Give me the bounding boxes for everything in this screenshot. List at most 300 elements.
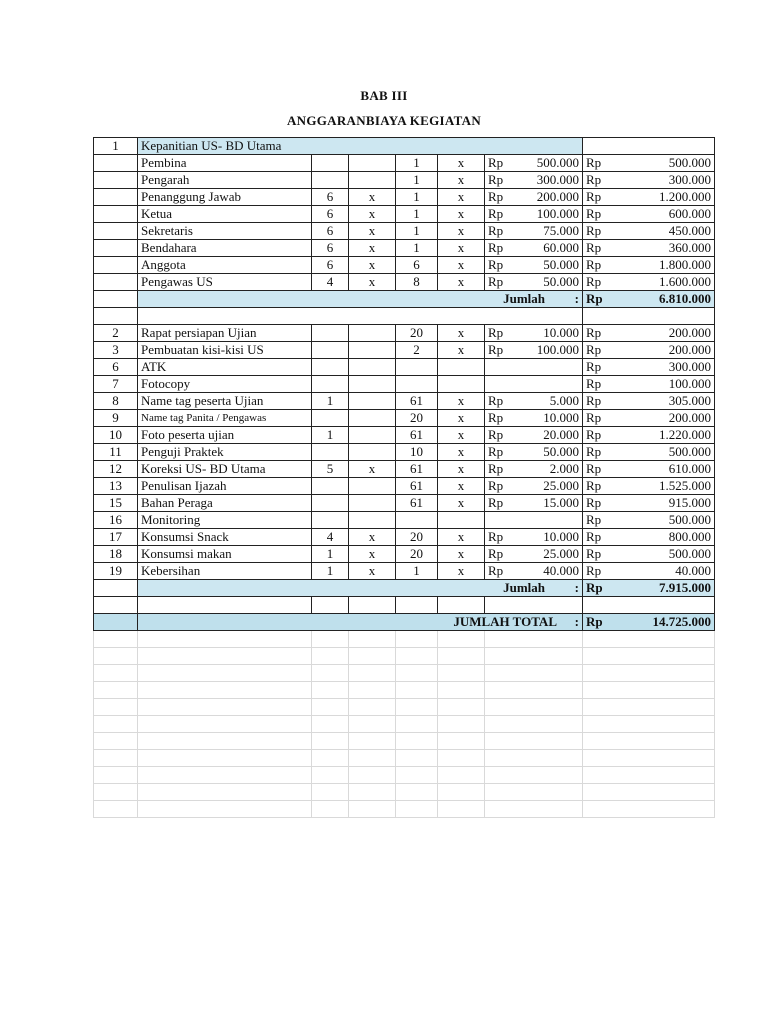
unit-price	[485, 257, 583, 274]
section-heading: Kepanitian US- BD Utama	[138, 138, 583, 155]
qty-a	[312, 495, 349, 512]
times-b: x	[438, 461, 485, 478]
line-total	[583, 206, 715, 223]
line-total	[583, 342, 715, 359]
subtotal-text: Jumlah	[503, 580, 545, 595]
page-subtitle: ANGGARANBIAYA KEGIATAN	[286, 113, 482, 128]
item-label: Konsumsi Snack	[138, 529, 312, 546]
currency-label: Rp	[586, 614, 603, 629]
times-b: x	[438, 478, 485, 495]
line-total	[583, 376, 715, 393]
line-total	[583, 546, 715, 563]
table-row	[94, 393, 715, 410]
line-total	[583, 257, 715, 274]
line-total	[583, 325, 715, 342]
unit-price	[485, 444, 583, 461]
line-total	[583, 359, 715, 376]
table-row	[94, 223, 715, 240]
table-row	[94, 342, 715, 359]
row-number: 8	[94, 393, 138, 410]
item-label: Konsumsi makan	[138, 546, 312, 563]
item-label: Penulisan Ijazah	[138, 478, 312, 495]
times-b	[438, 376, 485, 393]
unit-price-value: 10.000	[543, 410, 579, 425]
subtotal-row	[94, 291, 715, 308]
subtotal-label	[138, 580, 583, 597]
qty-a: 1	[312, 546, 349, 563]
row-number: 19	[94, 563, 138, 580]
table-row	[94, 172, 715, 189]
unit-price-value: 50.000	[543, 444, 579, 459]
qty-b: 2	[396, 342, 438, 359]
empty-grid-row	[94, 631, 715, 648]
item-label: Pembina	[138, 155, 312, 172]
line-total	[583, 393, 715, 410]
empty-grid-row	[94, 750, 715, 767]
table-row	[94, 512, 715, 529]
unit-price-value: 15.000	[543, 495, 579, 510]
qty-a	[312, 478, 349, 495]
item-label: Sekretaris	[138, 223, 312, 240]
line-total-value: 1.525.000	[659, 478, 711, 493]
qty-b: 20	[396, 410, 438, 427]
item-label: Fotocopy	[138, 376, 312, 393]
currency-label: Rp	[488, 478, 504, 493]
grand-total-colon: :	[574, 614, 579, 629]
item-label: Penguji Praktek	[138, 444, 312, 461]
grand-total-row	[94, 614, 715, 631]
currency-label: Rp	[586, 529, 602, 544]
table-row	[94, 376, 715, 393]
unit-price	[485, 563, 583, 580]
empty-row	[94, 308, 715, 325]
times-b: x	[438, 172, 485, 189]
unit-price-value: 50.000	[543, 274, 579, 289]
times-a	[349, 172, 396, 189]
times-b: x	[438, 444, 485, 461]
table-row	[94, 410, 715, 427]
currency-label: Rp	[488, 325, 504, 340]
empty-grid-row	[94, 767, 715, 784]
currency-label: Rp	[586, 512, 602, 527]
qty-b: 20	[396, 529, 438, 546]
line-total	[583, 274, 715, 291]
unit-price-value: 5.000	[549, 393, 579, 408]
unit-price-value: 200.000	[536, 189, 579, 204]
unit-price	[485, 359, 583, 376]
row-number: 6	[94, 359, 138, 376]
empty-grid-row	[94, 733, 715, 750]
currency-label: Rp	[586, 410, 602, 425]
times-a	[349, 478, 396, 495]
qty-b: 10	[396, 444, 438, 461]
qty-a	[312, 410, 349, 427]
qty-a	[312, 512, 349, 529]
line-total-value: 1.600.000	[659, 274, 711, 289]
qty-b: 61	[396, 393, 438, 410]
times-b: x	[438, 274, 485, 291]
item-label: Bahan Peraga	[138, 495, 312, 512]
unit-price	[485, 342, 583, 359]
qty-a: 6	[312, 223, 349, 240]
times-b: x	[438, 223, 485, 240]
item-label: Pembuatan kisi-kisi US	[138, 342, 312, 359]
line-total-value: 500.000	[668, 444, 711, 459]
unit-price	[485, 546, 583, 563]
times-b: x	[438, 410, 485, 427]
qty-a: 6	[312, 257, 349, 274]
qty-b	[396, 512, 438, 529]
times-b: x	[438, 206, 485, 223]
unit-price	[485, 223, 583, 240]
unit-price-value: 10.000	[543, 529, 579, 544]
currency-label: Rp	[586, 172, 602, 187]
subtotal-value	[583, 291, 715, 308]
table-row	[94, 189, 715, 206]
currency-label: Rp	[586, 580, 603, 595]
row-number: 18	[94, 546, 138, 563]
unit-price	[485, 172, 583, 189]
row-number: 17	[94, 529, 138, 546]
line-total	[583, 410, 715, 427]
unit-price-value: 25.000	[543, 546, 579, 561]
empty-grid-row	[94, 665, 715, 682]
currency-label: Rp	[586, 206, 602, 221]
unit-price-value: 75.000	[543, 223, 579, 238]
currency-label: Rp	[488, 155, 504, 170]
qty-b: 20	[396, 546, 438, 563]
line-total-value: 200.000	[668, 325, 711, 340]
line-total-value: 300.000	[668, 359, 711, 374]
subtotal-row	[94, 580, 715, 597]
unit-price	[485, 461, 583, 478]
qty-a: 6	[312, 240, 349, 257]
unit-price	[485, 274, 583, 291]
currency-label: Rp	[586, 478, 602, 493]
qty-a	[312, 325, 349, 342]
item-label: Name tag Panita / Pengawas	[138, 410, 312, 427]
subtotal-amount: 7.915.000	[659, 580, 711, 595]
qty-a: 6	[312, 206, 349, 223]
item-label: Kebersihan	[138, 563, 312, 580]
line-total-value: 40.000	[675, 563, 711, 578]
unit-price	[485, 189, 583, 206]
currency-label: Rp	[586, 223, 602, 238]
qty-a: 1	[312, 393, 349, 410]
budget-table-body	[94, 138, 715, 818]
item-label: Anggota	[138, 257, 312, 274]
line-total-value: 360.000	[668, 240, 711, 255]
line-total-value: 1.800.000	[659, 257, 711, 272]
empty-grid-row	[94, 648, 715, 665]
line-total-value: 500.000	[668, 546, 711, 561]
currency-label: Rp	[586, 257, 602, 272]
qty-b: 1	[396, 172, 438, 189]
qty-a: 4	[312, 529, 349, 546]
times-a: x	[349, 563, 396, 580]
unit-price	[485, 427, 583, 444]
qty-b: 1	[396, 206, 438, 223]
currency-label: Rp	[586, 189, 602, 204]
unit-price	[485, 376, 583, 393]
times-a: x	[349, 461, 396, 478]
line-total	[583, 240, 715, 257]
qty-b: 1	[396, 155, 438, 172]
qty-a: 1	[312, 427, 349, 444]
qty-b: 61	[396, 495, 438, 512]
empty-row	[94, 597, 715, 614]
row-number: 15	[94, 495, 138, 512]
line-total-value: 200.000	[668, 342, 711, 357]
currency-label: Rp	[488, 393, 504, 408]
table-row	[94, 240, 715, 257]
budget-table	[93, 137, 715, 818]
line-total-value: 500.000	[668, 155, 711, 170]
item-label: Name tag peserta Ujian	[138, 393, 312, 410]
table-row	[94, 546, 715, 563]
qty-b: 8	[396, 274, 438, 291]
currency-label: Rp	[586, 376, 602, 391]
table-row	[94, 359, 715, 376]
item-label: Koreksi US- BD Utama	[138, 461, 312, 478]
line-total	[583, 495, 715, 512]
currency-label: Rp	[586, 495, 602, 510]
unit-price	[485, 410, 583, 427]
row-number: 7	[94, 376, 138, 393]
empty-grid-row	[94, 699, 715, 716]
empty-grid-row	[94, 682, 715, 699]
qty-a	[312, 376, 349, 393]
times-a: x	[349, 546, 396, 563]
table-row	[94, 257, 715, 274]
table-row	[94, 325, 715, 342]
subtotal-colon: :	[574, 580, 579, 595]
subtotal-amount: 6.810.000	[659, 291, 711, 306]
subtotal-label	[138, 291, 583, 308]
qty-a: 6	[312, 189, 349, 206]
times-b: x	[438, 257, 485, 274]
qty-b: 1	[396, 240, 438, 257]
line-total	[583, 461, 715, 478]
currency-label: Rp	[488, 189, 504, 204]
currency-label: Rp	[586, 240, 602, 255]
currency-label: Rp	[586, 427, 602, 442]
qty-b	[396, 359, 438, 376]
item-label: Pengawas US	[138, 274, 312, 291]
page-title: BAB III	[360, 88, 408, 103]
unit-price-value: 20.000	[543, 427, 579, 442]
line-total-value: 450.000	[668, 223, 711, 238]
line-total-value: 915.000	[668, 495, 711, 510]
times-b	[438, 359, 485, 376]
times-a: x	[349, 529, 396, 546]
line-total-value: 600.000	[668, 206, 711, 221]
table-row	[94, 206, 715, 223]
times-b: x	[438, 495, 485, 512]
grand-total-value	[583, 614, 715, 631]
times-b: x	[438, 240, 485, 257]
currency-label: Rp	[586, 155, 602, 170]
qty-b: 1	[396, 223, 438, 240]
currency-label: Rp	[488, 410, 504, 425]
currency-label: Rp	[586, 342, 602, 357]
times-a: x	[349, 274, 396, 291]
empty-grid-row	[94, 716, 715, 733]
qty-b: 20	[396, 325, 438, 342]
times-a	[349, 444, 396, 461]
qty-b: 61	[396, 478, 438, 495]
line-total	[583, 478, 715, 495]
times-b: x	[438, 155, 485, 172]
table-row	[94, 427, 715, 444]
line-total	[583, 512, 715, 529]
unit-price-value: 2.000	[549, 461, 579, 476]
line-total-value: 200.000	[668, 410, 711, 425]
table-row	[94, 495, 715, 512]
times-b	[438, 512, 485, 529]
unit-price	[485, 478, 583, 495]
grand-total-label	[138, 614, 583, 631]
subtotal-text: Jumlah	[503, 291, 545, 306]
currency-label: Rp	[488, 461, 504, 476]
line-total	[583, 444, 715, 461]
unit-price	[485, 155, 583, 172]
unit-price	[485, 529, 583, 546]
table-row	[94, 563, 715, 580]
times-a: x	[349, 257, 396, 274]
item-label: Monitoring	[138, 512, 312, 529]
currency-label: Rp	[488, 342, 504, 357]
qty-a: 4	[312, 274, 349, 291]
line-total	[583, 189, 715, 206]
currency-label: Rp	[586, 274, 602, 289]
currency-label: Rp	[586, 291, 603, 306]
times-b: x	[438, 342, 485, 359]
qty-a: 5	[312, 461, 349, 478]
item-label: Penanggung Jawab	[138, 189, 312, 206]
table-row	[94, 274, 715, 291]
qty-b	[396, 376, 438, 393]
times-a	[349, 512, 396, 529]
qty-a	[312, 359, 349, 376]
grand-total-text: JUMLAH TOTAL	[453, 614, 557, 629]
currency-label: Rp	[488, 546, 504, 561]
item-label: Bendahara	[138, 240, 312, 257]
table-row	[94, 478, 715, 495]
line-total-value: 100.000	[668, 376, 711, 391]
row-number: 16	[94, 512, 138, 529]
unit-price	[485, 240, 583, 257]
unit-price	[485, 495, 583, 512]
currency-label: Rp	[488, 444, 504, 459]
subtotal-colon: :	[574, 291, 579, 306]
currency-label: Rp	[488, 563, 504, 578]
table-row	[94, 461, 715, 478]
times-a	[349, 376, 396, 393]
empty-grid-row	[94, 801, 715, 818]
times-a	[349, 155, 396, 172]
empty-grid-row	[94, 784, 715, 801]
currency-label: Rp	[488, 257, 504, 272]
times-a	[349, 325, 396, 342]
table-row	[94, 155, 715, 172]
times-a: x	[349, 206, 396, 223]
line-total-value: 800.000	[668, 529, 711, 544]
row-number: 12	[94, 461, 138, 478]
currency-label: Rp	[488, 172, 504, 187]
qty-b: 61	[396, 427, 438, 444]
currency-label: Rp	[488, 529, 504, 544]
row-number: 9	[94, 410, 138, 427]
qty-a	[312, 444, 349, 461]
times-a: x	[349, 223, 396, 240]
times-a	[349, 410, 396, 427]
row-number: 3	[94, 342, 138, 359]
unit-price-value: 50.000	[543, 257, 579, 272]
section-header-row	[94, 138, 715, 155]
currency-label: Rp	[586, 359, 602, 374]
line-total-value: 300.000	[668, 172, 711, 187]
unit-price-value: 25.000	[543, 478, 579, 493]
line-total	[583, 172, 715, 189]
times-a: x	[349, 189, 396, 206]
line-total	[583, 563, 715, 580]
unit-price	[485, 393, 583, 410]
table-row	[94, 529, 715, 546]
qty-a	[312, 155, 349, 172]
qty-b: 6	[396, 257, 438, 274]
currency-label: Rp	[586, 325, 602, 340]
times-b: x	[438, 546, 485, 563]
item-label: ATK	[138, 359, 312, 376]
times-a	[349, 427, 396, 444]
currency-label: Rp	[488, 427, 504, 442]
currency-label: Rp	[488, 240, 504, 255]
line-total-value: 610.000	[668, 461, 711, 476]
times-a	[349, 359, 396, 376]
unit-price-value: 40.000	[543, 563, 579, 578]
qty-a	[312, 172, 349, 189]
qty-b: 1	[396, 563, 438, 580]
line-total	[583, 223, 715, 240]
times-a	[349, 495, 396, 512]
times-a	[349, 393, 396, 410]
item-label: Foto peserta ujian	[138, 427, 312, 444]
currency-label: Rp	[488, 274, 504, 289]
line-total	[583, 427, 715, 444]
grand-total-amount: 14.725.000	[652, 614, 711, 629]
currency-label: Rp	[488, 206, 504, 221]
unit-price	[485, 512, 583, 529]
currency-label: Rp	[586, 563, 602, 578]
item-label: Rapat persiapan Ujian	[138, 325, 312, 342]
times-b: x	[438, 393, 485, 410]
line-total-value: 305.000	[668, 393, 711, 408]
qty-b: 61	[396, 461, 438, 478]
qty-a: 1	[312, 563, 349, 580]
unit-price-value: 10.000	[543, 325, 579, 340]
times-a	[349, 342, 396, 359]
currency-label: Rp	[586, 393, 602, 408]
row-number: 2	[94, 325, 138, 342]
unit-price-value: 60.000	[543, 240, 579, 255]
item-label: Ketua	[138, 206, 312, 223]
times-b: x	[438, 189, 485, 206]
line-total-value: 500.000	[668, 512, 711, 527]
line-total	[583, 155, 715, 172]
currency-label: Rp	[586, 444, 602, 459]
qty-a	[312, 342, 349, 359]
